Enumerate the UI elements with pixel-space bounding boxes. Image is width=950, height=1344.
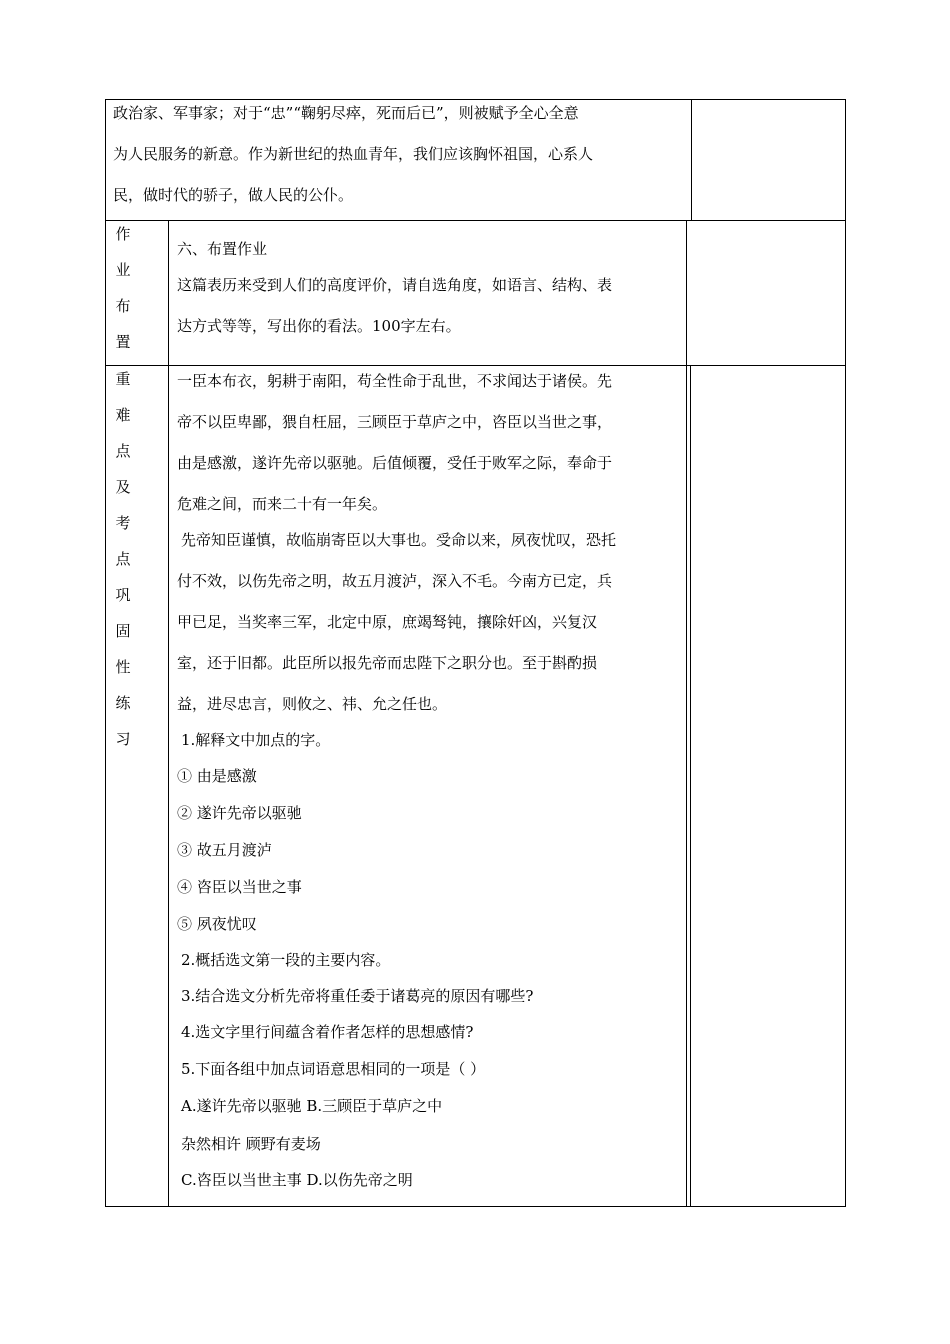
question-1: 1.解释文中加点的字。 — [181, 731, 331, 749]
label-column-divider — [168, 220, 169, 1207]
question-5: 5.下面各组中加点词语意思相同的一项是（ ） — [181, 1060, 486, 1078]
row2-label-char: 置 — [115, 333, 131, 351]
homework-heading: 六、布置作业 — [177, 240, 268, 258]
question-5-options-ab-sub: 杂然相许 顾野有麦场 — [181, 1135, 321, 1153]
question-1-item: ⑤ 夙夜忧叹 — [177, 915, 257, 933]
table-top-border — [105, 99, 846, 100]
passage-line-3: 由是感激，遂许先帝以驱驰。后值倾覆，受任于败军之际，奉命于 — [177, 454, 613, 472]
question-3: 3.结合选文分析先帝将重任委于诸葛亮的原因有哪些? — [181, 987, 534, 1005]
question-1-item: ④ 咨臣以当世之事 — [177, 878, 302, 896]
passage-line-4: 危难之间，而来二十有一年矣。 — [177, 495, 388, 513]
row3-label-char: 点 — [115, 550, 131, 568]
passage-line-2: 帝不以臣卑鄙，猥自枉屈，三顾臣于草庐之中，咨臣以当世之事， — [177, 413, 613, 431]
passage-line-9: 益，进尽忠言，则攸之、祎、允之任也。 — [177, 695, 448, 713]
row1-bottom-border — [105, 220, 846, 221]
passage-line-7: 甲已足，当奖率三军，北定中原，庶竭驽钝，攘除奸凶，兴复汉 — [177, 613, 598, 631]
question-5-options-cd: C.咨臣以当世主事 D.以伤先帝之明 — [181, 1171, 413, 1189]
question-1-item: ② 遂许先帝以驱驰 — [177, 804, 302, 822]
row3-notes-divider-inner — [686, 365, 687, 1207]
table-right-border — [845, 99, 846, 1207]
row1-line-1: 政治家、军事家；对于“忠”“鞠躬尽瘁，死而后已”，则被赋予全心全意 — [113, 104, 579, 122]
row1-line-2: 为人民服务的新意。作为新世纪的热血青年，我们应该胸怀祖国，心系人 — [113, 145, 594, 163]
row1-line-3: 民，做时代的骄子，做人民的公仆。 — [113, 186, 354, 204]
question-1-item: ① 由是感激 — [177, 767, 257, 785]
row2-label-char: 业 — [115, 261, 131, 279]
row3-label-char: 练 — [115, 694, 131, 712]
question-2: 2.概括选文第一段的主要内容。 — [181, 951, 391, 969]
row1-notes-divider — [691, 99, 692, 221]
row3-label-char: 及 — [115, 478, 131, 496]
homework-line-1: 这篇表历来受到人们的高度评价，请自选角度，如语言、结构、表 — [177, 276, 613, 294]
row2-label-char: 作 — [115, 225, 131, 243]
row3-label-char: 点 — [115, 442, 131, 460]
row3-label-char: 固 — [115, 622, 131, 640]
row3-label-char: 考 — [115, 514, 131, 532]
row3-label-char: 重 — [115, 370, 131, 388]
passage-line-5: 先帝知臣谨慎，故临崩寄臣以大事也。受命以来，夙夜忧叹，恐托 — [181, 531, 617, 549]
passage-line-6: 付不效，以伤先帝之明，故五月渡泸，深入不毛。今南方已定，兵 — [177, 572, 613, 590]
question-4: 4.选文字里行间蕴含着作者怎样的思想感情? — [181, 1023, 474, 1041]
question-5-options-ab: A.遂许先帝以驱驰 B.三顾臣于草庐之中 — [181, 1097, 443, 1115]
passage-line-8: 室，还于旧都。此臣所以报先帝而忠陛下之职分也。至于斟酌损 — [177, 654, 598, 672]
question-1-item: ③ 故五月渡泸 — [177, 841, 272, 859]
row3-label-char: 性 — [115, 658, 131, 676]
row3-label-char: 难 — [115, 406, 131, 424]
row2-label-char: 布 — [115, 297, 131, 315]
row2-bottom-border — [105, 365, 846, 366]
row3-label-char: 习 — [115, 730, 131, 748]
passage-line-1: 一臣本布衣，躬耕于南阳，苟全性命于乱世，不求闻达于诸侯。先 — [177, 372, 613, 390]
homework-line-2: 达方式等等，写出你的看法。100字左右。 — [177, 317, 461, 335]
row2-notes-divider — [686, 220, 687, 366]
row3-label-char: 巩 — [115, 586, 131, 604]
row3-notes-divider-outer — [690, 365, 691, 1207]
table-left-border — [105, 99, 106, 1207]
table-bottom-border — [105, 1206, 846, 1207]
